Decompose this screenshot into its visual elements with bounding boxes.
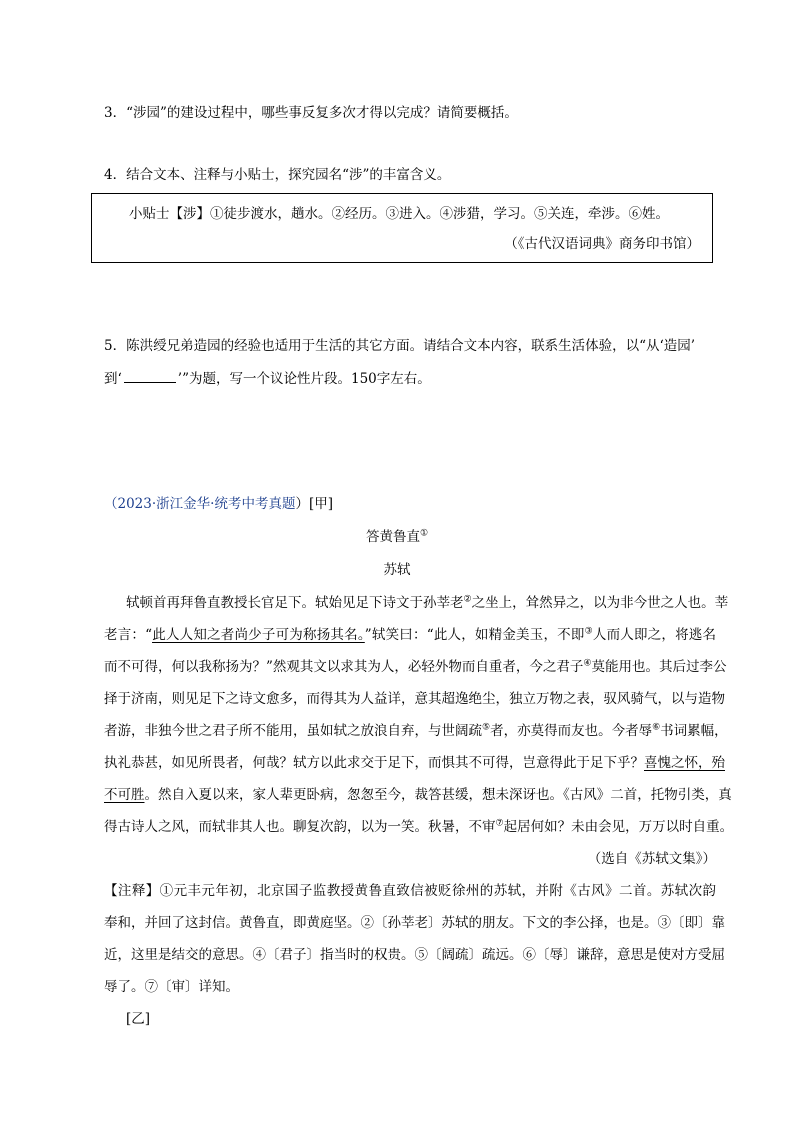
article-line-7: 不可胜。然自入夏以来，家人辈更卧病，怱怱至今，裁答甚缓，想未深讶也。《古风》二首，托物引类，真 xyxy=(104,787,732,803)
question-5-prefix: 到‘ xyxy=(104,371,122,387)
source-label: 2023·浙江金华·统考中考真题 xyxy=(117,496,296,512)
article-title xyxy=(0,527,794,547)
note-mark: ⑥ xyxy=(652,722,661,733)
article-line-3: 而不可得，何以我称扬为？”然观其文以求其为人，必轻外物而自重者，今之君子④莫能用也。其后过李公 xyxy=(104,658,727,675)
question-5-line-1: 5．陈洪绶兄弟造园的经验也适用于生活的其它方面。请结合文本内容，联系生活体验，以“从‘造园’ xyxy=(104,338,696,354)
question-3: 3．“涉园”的建设过程中，哪些事反复多次才得以完成？请简要概括。 xyxy=(104,105,518,121)
question-5-line-2 xyxy=(104,369,431,389)
title-text: 答黄鲁直 xyxy=(365,529,420,545)
note-mark: ⑦ xyxy=(495,818,504,829)
article-line-8: 得古诗人之风，而轼非其人也。聊复次韵，以为一笑。秋暑，不审⑦起居何如？未由会见，万万以时自重。 xyxy=(104,818,734,835)
article-line-4: 择于济南，则见足下之诗文愈多，而得其为人益详，意其超逸绝尘，独立万物之表，驭风骑气，以与造物 xyxy=(104,691,725,707)
tip-definition: 小贴士【涉】①徒步渡水，趟水。②经历。③进入。④涉猎，学习。⑤关连，牵涉。⑥姓。 xyxy=(129,206,669,222)
section-label-yi: [乙] xyxy=(126,1011,151,1027)
note-mark: ④ xyxy=(583,658,592,669)
article-line-2: 老言：“此人人知之者尚少子可为称扬其名。”轼笑曰：“此人，如精金美玉，不即③人而人即之，将逃名 xyxy=(104,626,717,643)
source-prefix: （ xyxy=(104,496,118,512)
question-4: 4．结合文本、注释与小贴士，探究园名“涉”的丰富含义。 xyxy=(104,167,451,183)
note-mark: ② xyxy=(463,594,472,605)
notes-line-1: 【注释】①元丰元年初，北京国子监教授黄鲁直致信被贬徐州的苏轼，并附《古风》二首。苏轼次韵 xyxy=(104,883,716,899)
article-line-1: 轼顿首再拜鲁直教授长官足下。轼始见足下诗文于孙莘老②之坐上，耸然异之，以为非今世之人也。莘 xyxy=(126,594,729,611)
article-source: （选自《苏轼文集》） xyxy=(587,851,716,867)
tip-box xyxy=(91,193,713,263)
article-line-6: 执礼恭甚，如见所畏者，何哉？轼方以此求交于足下，而惧其不可得，岂意得此于足下乎？喜愧之怀，殆 xyxy=(104,755,725,771)
article-line-5: 者游，非独今世之君子所不能用，虽如轼之放浪自弃，与世阔疏⑤者，亦莫得而友也。今者辱⑥书词累幅， xyxy=(104,722,728,739)
article-author: 苏轼 xyxy=(383,562,411,578)
notes-line-3: 近，这里是结交的意思。④〔君子〕指当时的权贵。⑤〔阔疏〕疏远。⑥〔辱〕谦辞，意思是使对方受屈 xyxy=(104,947,725,963)
notes-line-2: 奉和，并回了这封信。黄鲁直，即黄庭坚。②〔孙莘老〕苏轼的朋友。下文的李公择，也是。③〔即〕靠 xyxy=(104,915,725,931)
underlined-sentence: 此人人知之者尚少子可为称扬其名。 xyxy=(152,627,365,643)
underlined-phrase-end: 不可胜 xyxy=(104,787,145,803)
title-note-mark: ① xyxy=(419,528,429,539)
underlined-phrase: 喜愧之怀，殆 xyxy=(644,755,725,771)
notes-line-4: 辱了。⑦〔审〕详知。 xyxy=(104,979,239,995)
tip-source: （《古代汉语词典》商务印书馆） xyxy=(504,236,700,252)
note-mark: ③ xyxy=(584,626,593,637)
note-mark: ⑤ xyxy=(482,722,491,733)
answer-blank[interactable] xyxy=(124,370,176,383)
question-5-suffix: ’”为题，写一个议论性片段。150字左右。 xyxy=(177,371,431,387)
source-tag xyxy=(104,494,333,514)
source-suffix: ）[甲] xyxy=(295,496,333,512)
